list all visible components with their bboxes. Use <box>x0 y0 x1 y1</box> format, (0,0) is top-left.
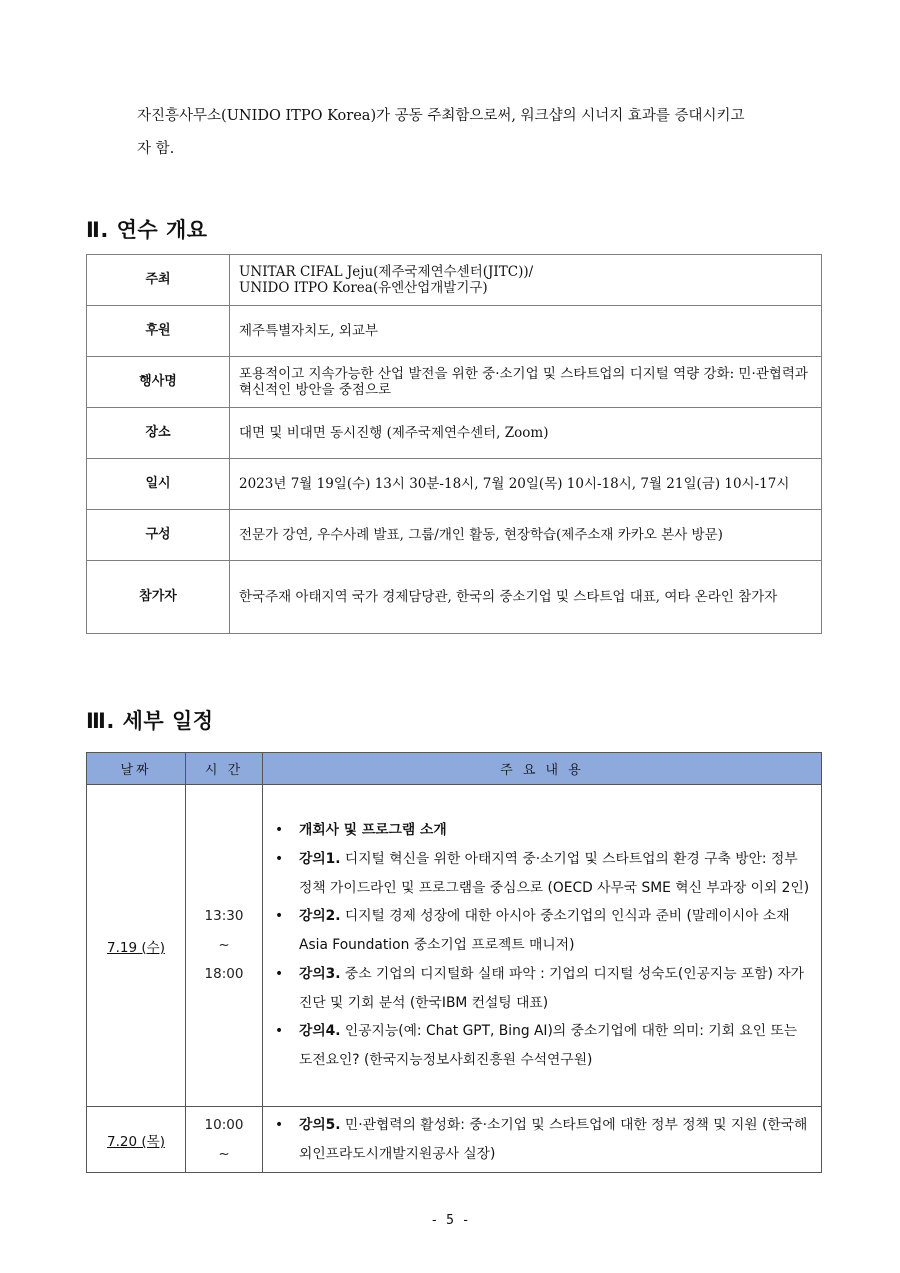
overview-row-host <box>87 255 822 306</box>
overview-value: 한국주재 아태지역 국가 경제담당관, 한국의 중소기업 및 스타트업 대표, 여타 온라인 참가자 <box>230 561 822 634</box>
overview-value: 제주특별자치도, 외교부 <box>230 306 822 357</box>
header-content: 주 요 내 용 <box>263 753 822 785</box>
time-start: 10:00 <box>204 1116 244 1133</box>
overview-row-event-name <box>87 357 822 408</box>
overview-value: 포용적이고 지속가능한 산업 발전을 위한 중·소기업 및 스타트업의 디지털 역량 강화: 민·관협력과 혁신적인 방안을 중점으로 <box>230 357 822 408</box>
item-title: 강의2. <box>299 908 341 925</box>
schedule-item <box>273 1111 813 1168</box>
schedule-time <box>186 785 263 1107</box>
item-text: 디지털 경제 성장에 대한 아시아 중소기업의 인식과 준비 (말레이시아 소재 Asia Foundation 중소기업 프로젝트 매니저) <box>299 908 790 954</box>
section-title-schedule: Ⅲ. 세부 일정 <box>86 709 214 733</box>
item-title: 강의4. <box>299 1023 341 1040</box>
header-date: 날짜 <box>87 753 186 785</box>
item-text: 중소 기업의 디지털화 실태 파악 : 기업의 디지털 성숙도(인공지능 포함) 자가 진단 및 기회 분석 (한국IBM 컨설팅 대표) <box>299 965 804 1011</box>
overview-value: 2023년 7월 19일(수) 13시 30분-18시, 7월 20일(목) 10시-18시, 7월 21일(금) 10시-17시 <box>230 459 822 510</box>
bullet-icon: • <box>275 822 284 839</box>
section-title-overview: Ⅱ. 연수 개요 <box>86 218 208 242</box>
overview-label: 행사명 <box>87 357 230 408</box>
schedule-item <box>273 816 813 845</box>
overview-label: 일시 <box>87 459 230 510</box>
schedule-table <box>86 752 822 1173</box>
page-number: - 5 - <box>430 1213 470 1228</box>
overview-value: 대면 및 비대면 동시진행 (제주국제연수센터, Zoom) <box>230 408 822 459</box>
overview-row-venue <box>87 408 822 459</box>
bullet-icon: • <box>275 908 284 925</box>
overview-label: 장소 <box>87 408 230 459</box>
schedule-content <box>263 1107 822 1173</box>
item-text: 민·관협력의 활성화: 중·소기업 및 스타트업에 대한 정부 정책 및 지원 (한국해외인프라도시개발지원공사 실장) <box>299 1117 808 1162</box>
schedule-item <box>273 845 813 902</box>
overview-row-composition <box>87 510 822 561</box>
schedule-date: 7.19 (수) <box>87 785 186 1107</box>
item-title: 개회사 및 프로그램 소개 <box>299 822 447 839</box>
overview-label: 주최 <box>87 255 230 306</box>
schedule-item <box>273 902 813 959</box>
schedule-date: 7.20 (목) <box>87 1107 186 1173</box>
schedule-row-day2 <box>87 1107 822 1173</box>
schedule-time <box>186 1107 263 1173</box>
overview-value: UNITAR CIFAL Jeju(제주국제연수센터(JITC))/ UNIDO ITPO Korea(유엔산업개발기구) <box>230 255 822 306</box>
bullet-icon: • <box>275 1023 284 1040</box>
item-text: 인공지능(예: Chat GPT, Bing AI)의 중소기업에 대한 의미: 기회 요인 또는 도전요인? (한국지능정보사회진흥원 수석연구원) <box>299 1023 798 1068</box>
overview-label: 참가자 <box>87 561 230 634</box>
bullet-icon: • <box>275 851 284 868</box>
schedule-item <box>273 960 813 1017</box>
intro-line-1: 자진흥사무소(UNIDO ITPO Korea)가 공동 주최함으로써, 워크샵의 시너지 효과를 증대시키고 <box>137 108 745 124</box>
item-title: 강의5. <box>299 1117 341 1133</box>
header-time: 시 간 <box>186 753 263 785</box>
overview-table <box>86 254 822 634</box>
item-title: 강의3. <box>299 965 341 982</box>
intro-line-2: 자 함. <box>137 141 175 157</box>
overview-row-participants <box>87 561 822 634</box>
time-separator: ~ <box>218 1145 230 1162</box>
bullet-icon: • <box>275 1117 284 1133</box>
overview-row-datetime <box>87 459 822 510</box>
overview-row-sponsor <box>87 306 822 357</box>
bullet-icon: • <box>275 965 284 982</box>
overview-label: 구성 <box>87 510 230 561</box>
time-separator: ~ <box>218 937 230 953</box>
overview-label: 후원 <box>87 306 230 357</box>
schedule-row-day1 <box>87 785 822 1107</box>
time-start: 13:30 <box>204 908 244 924</box>
schedule-header-row <box>87 753 822 785</box>
item-text: 디지털 혁신을 위한 아태지역 중·소기업 및 스타트업의 환경 구축 방안: 정부 정책 가이드라인 및 프로그램을 중심으로 (OECD 사무국 SME 혁신 부과장 이외 2인) <box>299 851 810 896</box>
schedule-item <box>273 1017 813 1074</box>
overview-value: 전문가 강연, 우수사례 발표, 그룹/개인 활동, 현장학습(제주소재 카카오 본사 방문) <box>230 510 822 561</box>
item-title: 강의1. <box>299 851 341 868</box>
schedule-content <box>263 785 822 1107</box>
time-end: 18:00 <box>204 966 244 982</box>
intro-paragraph <box>137 100 827 166</box>
